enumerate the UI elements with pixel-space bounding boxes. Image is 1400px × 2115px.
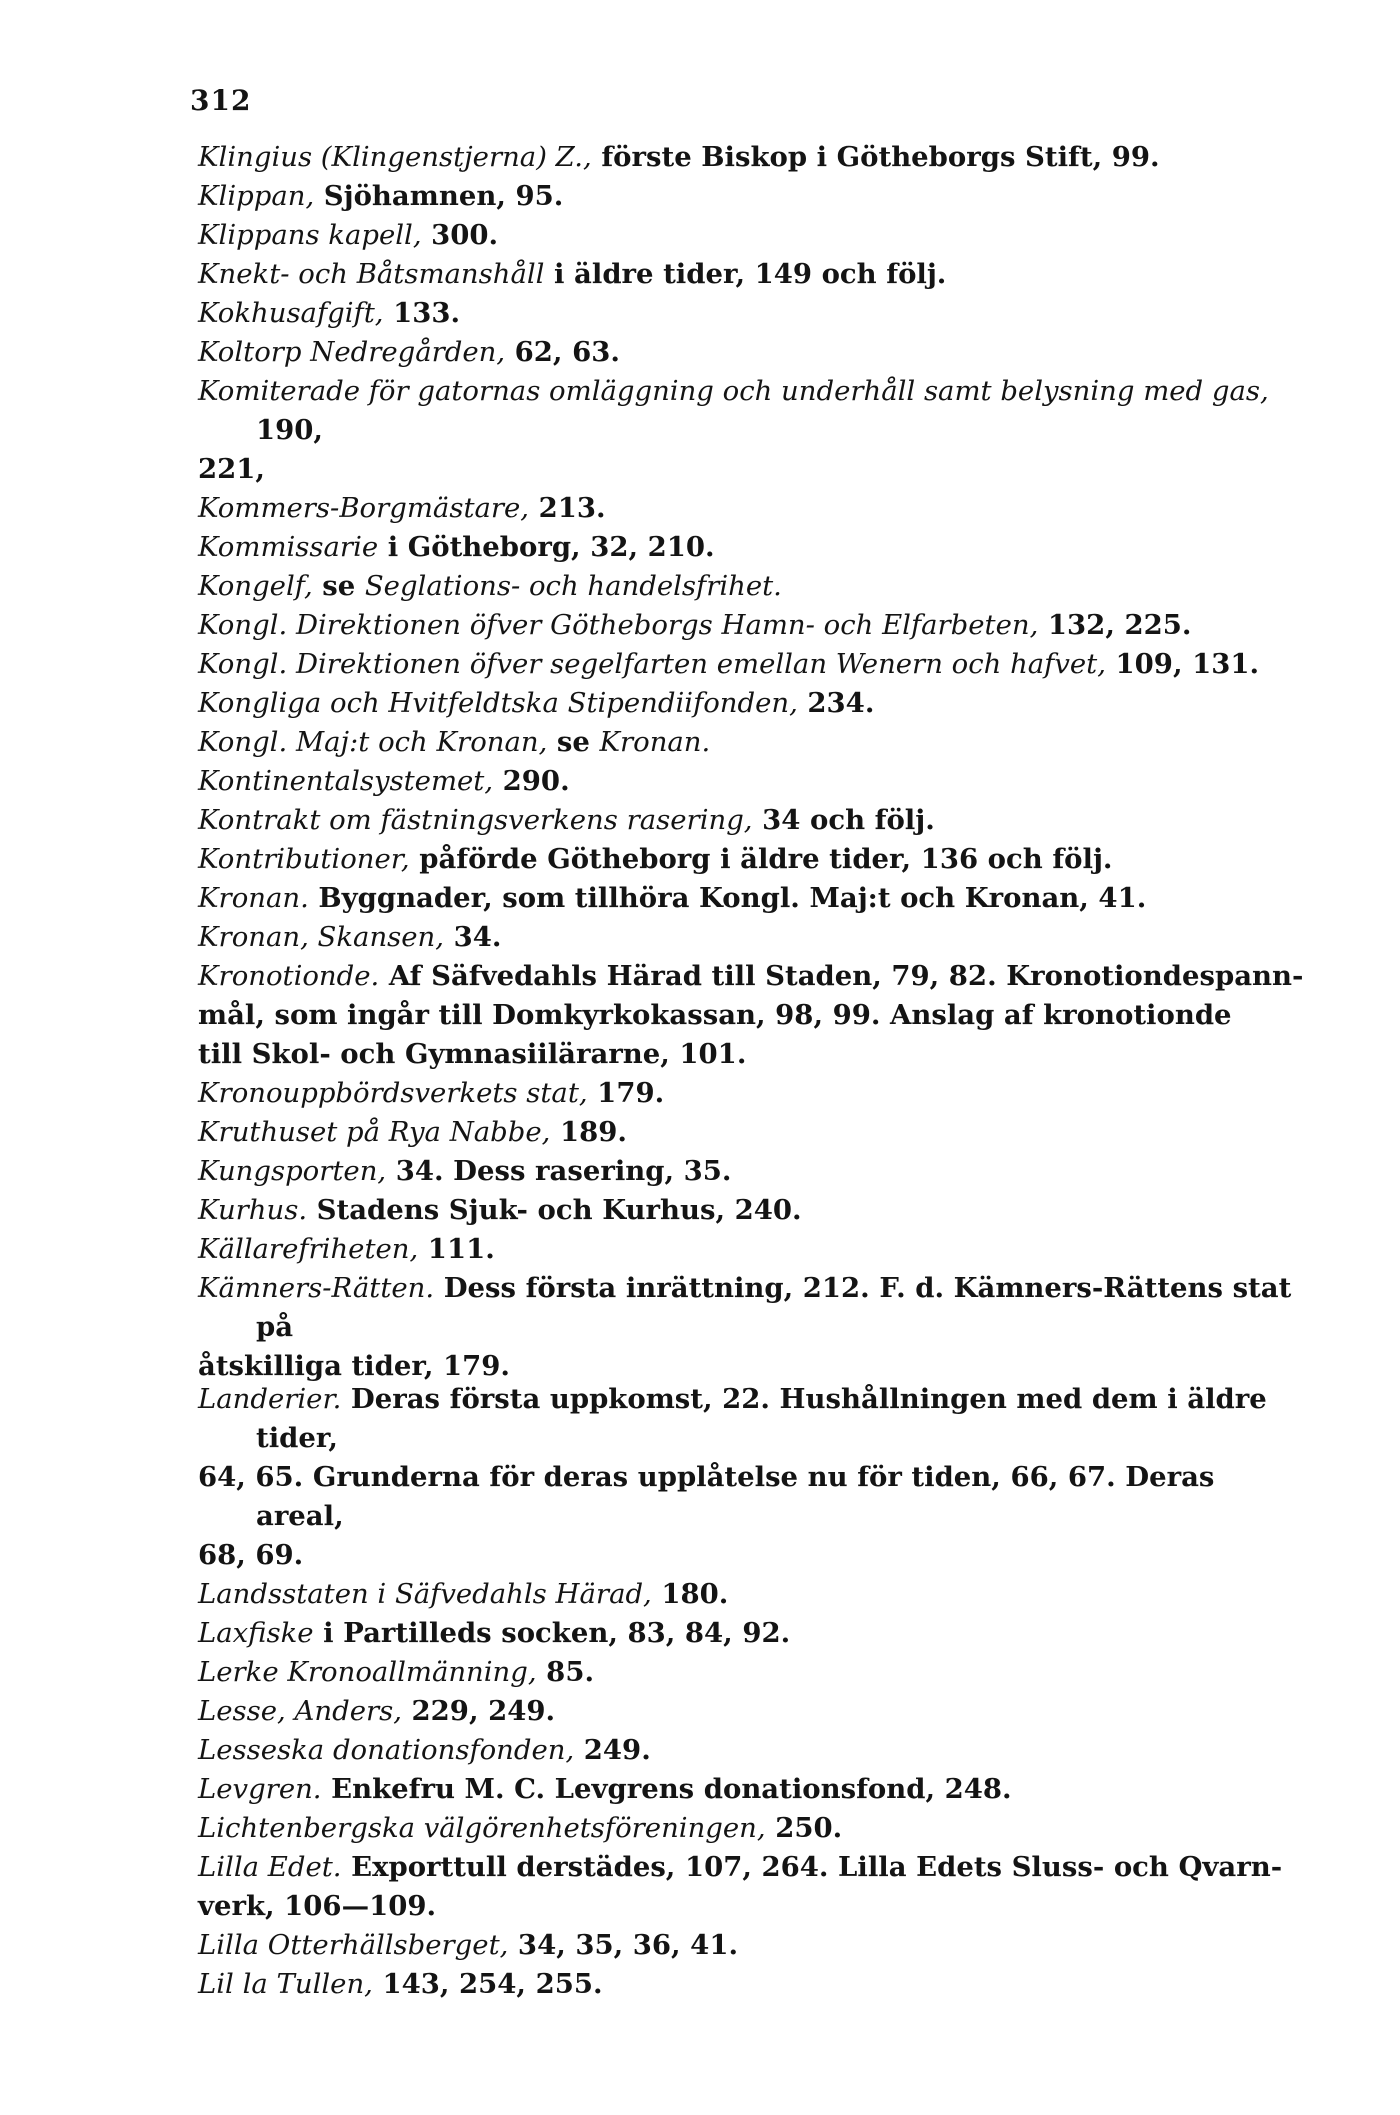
index-entry [198, 1113, 1308, 1152]
index-entry [198, 684, 1308, 723]
entry-heading: Kronouppbördsverkets stat, [198, 1077, 588, 1109]
index-entry [198, 840, 1308, 879]
entry-text: påförde Götheborg i äldre tider, 136 och följ. [409, 843, 1113, 875]
entry-heading: Kongl. Direktionen öfver Götheborgs Hamn- och Elfarbeten, [198, 609, 1039, 641]
entry-heading: Klippans kapell, [198, 219, 422, 251]
index-entry [198, 1926, 1308, 1965]
entry-heading: Kruthuset på Rya Nabbe, [198, 1116, 551, 1148]
index-section-k [198, 138, 1308, 1386]
entry-text: 62, 63. [505, 336, 620, 368]
entry-heading: Kontinentalsystemet, [198, 765, 494, 797]
entry-heading: Kronotionde. [198, 960, 380, 992]
entry-heading: Kronan. [198, 882, 309, 914]
index-entry [198, 645, 1308, 684]
entry-text: 290. [493, 765, 570, 797]
entry-text: 229, 249. [401, 1695, 556, 1727]
entry-heading: Kommissarie [198, 531, 379, 563]
index-entry [198, 1152, 1308, 1191]
entry-heading: Lil la Tullen, [198, 1968, 373, 2000]
entry-text: Sjöhamnen, 95. [314, 180, 564, 212]
entry-heading: Lilla Otterhällsberget, [198, 1929, 509, 1961]
index-entry [198, 489, 1308, 528]
entry-continuation: 221, [198, 453, 265, 485]
index-entry [198, 1380, 1308, 1575]
index-entry [198, 801, 1308, 840]
entry-text: se [312, 570, 365, 602]
entry-heading: Lilla Edet. [198, 1851, 342, 1883]
index-entry [198, 216, 1308, 255]
entry-text: Byggnader, som tillhöra Kongl. Maj:t och Kronan, 41. [308, 882, 1147, 914]
entry-heading: Kontributioner, [198, 843, 410, 875]
entry-text: 234. [797, 687, 875, 719]
entry-heading: Komiterade för gatornas omläggning och underhåll samt belysning med gas, [198, 375, 1269, 407]
entry-text: 213. [529, 492, 606, 524]
index-entry [198, 1653, 1308, 1692]
entry-text: Deras första uppkomst, 22. Hushållningen med dem i äldre tider, [256, 1383, 1267, 1454]
entry-text: Dess första inrättning, 212. F. d. Kämners-Rättens stat på [256, 1272, 1292, 1343]
entry-heading: Laxfiske [198, 1617, 314, 1649]
index-entry [198, 1731, 1308, 1770]
entry-text: 180. [651, 1578, 729, 1610]
entry-heading: Lesse, Anders, [198, 1695, 402, 1727]
index-entry [198, 138, 1308, 177]
entry-text: 109, 131. [1105, 648, 1260, 680]
index-section-l [198, 1380, 1308, 2004]
entry-heading: Kokhusafgift, [198, 297, 384, 329]
index-entry [198, 1575, 1308, 1614]
index-entry [198, 1269, 1308, 1386]
entry-continuation: 68, 69. [198, 1539, 304, 1571]
entry-text: Exporttull derstädes, 107, 264. Lilla Edets Sluss- och Qvarn- [341, 1851, 1283, 1883]
entry-heading: Kommers-Borgmästare, [198, 492, 530, 524]
index-entry [198, 567, 1308, 606]
entry-text: Af Säfvedahls Härad till Staden, 79, 82. Kronotiondespann- [379, 960, 1304, 992]
entry-continuation: åtskilliga tider, 179. [198, 1350, 510, 1382]
entry-text: 132, 225. [1038, 609, 1192, 641]
index-entry [198, 528, 1308, 567]
index-entry [198, 1770, 1308, 1809]
entry-heading: Kontrakt om fästningsverkens rasering, [198, 804, 753, 836]
entry-heading: Klingius (Klingenstjerna) Z., [198, 141, 592, 173]
entry-heading: Levgren. [198, 1773, 322, 1805]
entry-heading: Landerier. [198, 1383, 342, 1415]
entry-continuation: 64, 65. Grunderna för deras upplåtelse nu för tiden, 66, 67. Deras areal, [198, 1461, 1215, 1532]
entry-heading: Kongl. Maj:t och Kronan, [198, 726, 548, 758]
index-entry [198, 177, 1308, 216]
entry-text: 300. [421, 219, 499, 251]
entry-text: 34 och följ. [752, 804, 935, 836]
entry-continuation: mål, som ingår till Domkyrkokassan, 98, 99. Anslag af kronotionde [198, 999, 1232, 1031]
entry-heading: Kronan, Skansen, [198, 921, 444, 953]
entry-heading: Lichtenbergska välgörenhetsföreningen, [198, 1812, 766, 1844]
entry-text: förste Biskop i Götheborgs Stift, 99. [591, 141, 1160, 173]
entry-text: Enkefru M. C. Levgrens donationsfond, 248. [321, 1773, 1012, 1805]
entry-continuation: verk, 106—109. [198, 1890, 437, 1922]
entry-text: 34. Dess rasering, 35. [386, 1155, 732, 1187]
entry-heading: Klippan, [198, 180, 315, 212]
index-entry [198, 1191, 1308, 1230]
entry-heading: Lerke Kronoallmänning, [198, 1656, 537, 1688]
entry-text: 179. [587, 1077, 665, 1109]
entry-text: i Götheborg, 32, 210. [378, 531, 715, 563]
index-entry [198, 723, 1308, 762]
index-entry [198, 1965, 1308, 2004]
index-entry [198, 606, 1308, 645]
entry-heading: Koltorp Nedregården, [198, 336, 506, 368]
entry-cross-reference: Seglations- och handelsfrihet. [364, 570, 782, 602]
entry-continuation: till Skol- och Gymnasiilärarne, 101. [198, 1038, 747, 1070]
entry-text: i äldre tider, 149 och följ. [544, 258, 947, 290]
index-entry [198, 1614, 1308, 1653]
entry-heading: Kämners-Rätten. [198, 1272, 435, 1304]
entry-heading: Kurhus. [198, 1194, 308, 1226]
entry-heading: Kongl. Direktionen öfver segelfarten emellan Wenern och hafvet, [198, 648, 1106, 680]
entry-text: se [547, 726, 600, 758]
index-entry [198, 1809, 1308, 1848]
entry-cross-reference: Kronan. [599, 726, 711, 758]
entry-heading: Landsstaten i Säfvedahls Härad, [198, 1578, 652, 1610]
entry-text: 143, 254, 255. [372, 1968, 603, 2000]
index-entry [198, 294, 1308, 333]
entry-text: 85. [536, 1656, 595, 1688]
index-entry [198, 918, 1308, 957]
entry-text: i Partilleds socken, 83, 84, 92. [313, 1617, 791, 1649]
index-entry [198, 372, 1308, 489]
index-entry [198, 957, 1308, 1074]
index-entry [198, 762, 1308, 801]
entry-heading: Kongelf, [198, 570, 313, 602]
entry-text: 133. [383, 297, 461, 329]
entry-text: 250. [765, 1812, 843, 1844]
entry-heading: Lesseska donationsfonden, [198, 1734, 575, 1766]
index-entry [198, 333, 1308, 372]
entry-heading: Källarefriheten, [198, 1233, 419, 1265]
page-number: 312 [190, 84, 252, 117]
entry-text: 34, 35, 36, 41. [508, 1929, 739, 1961]
index-entry [198, 879, 1308, 918]
entry-text: 34. [444, 921, 502, 953]
entry-text: 249. [574, 1734, 651, 1766]
entry-text: 190, [256, 414, 323, 446]
entry-heading: Kungsporten, [198, 1155, 387, 1187]
index-entry [198, 255, 1308, 294]
index-entry [198, 1230, 1308, 1269]
index-entry [198, 1692, 1308, 1731]
entry-heading: Knekt- och Båtsmanshåll [198, 258, 545, 290]
entry-text: Stadens Sjuk- och Kurhus, 240. [307, 1194, 802, 1226]
index-entry [198, 1074, 1308, 1113]
entry-text: 189. [550, 1116, 627, 1148]
index-entry [198, 1848, 1308, 1926]
entry-text: 111. [418, 1233, 495, 1265]
entry-heading: Kongliga och Hvitfeldtska Stipendiifonden, [198, 687, 798, 719]
